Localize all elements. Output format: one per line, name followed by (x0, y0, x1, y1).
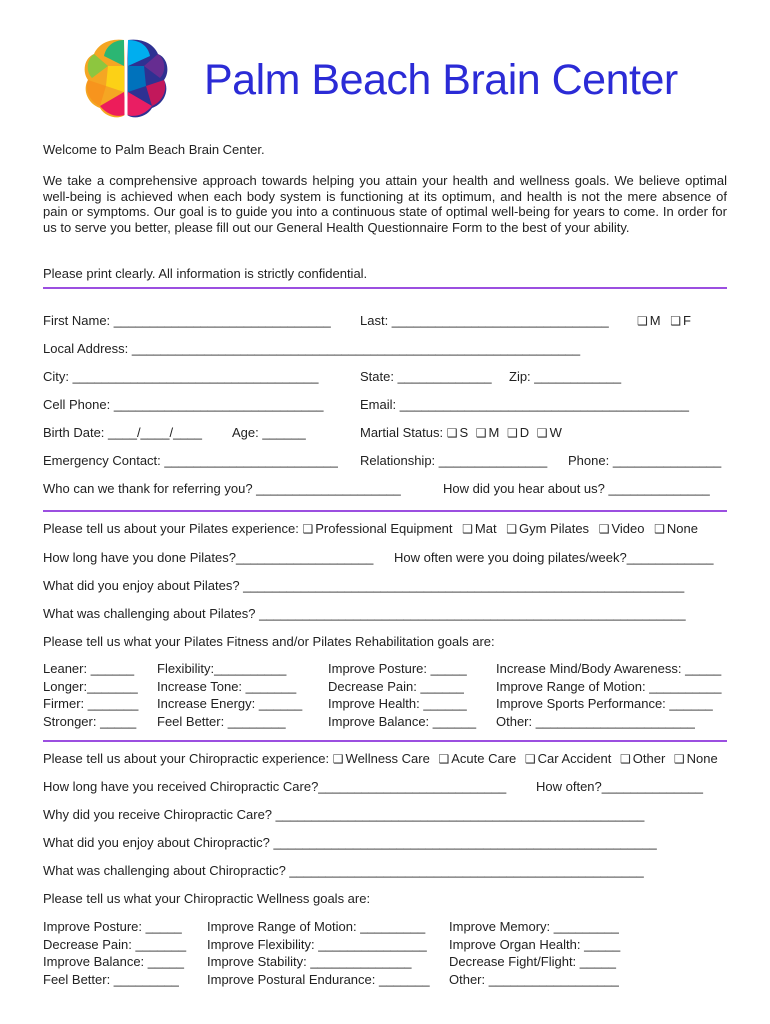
goal-field[interactable]: Feel Better: _________ (43, 971, 179, 987)
checkbox-icon: ❑ (332, 752, 344, 766)
pilates-option-none[interactable]: ❑ None (654, 521, 698, 536)
pilates-how-often-field[interactable]: How often were you doing pilates/week?____________ (394, 550, 714, 565)
goal-field[interactable]: Stronger: _____ (43, 713, 137, 729)
checkbox-icon: ❑ (654, 522, 665, 536)
confidential-notice: Please print clearly. All information is strictly confidential. (43, 266, 368, 281)
checkbox-icon: ❑ (506, 522, 517, 536)
city-field[interactable]: City: __________________________________ (43, 369, 319, 384)
goal-field[interactable]: Other: __________________ (449, 971, 619, 987)
referral-field[interactable]: Who can we thank for referring you? ____________________ (43, 481, 401, 496)
local-address-field[interactable]: Local Address: ______________________________________________________________ (43, 341, 581, 356)
chiro-goals-col-3 (449, 919, 620, 989)
chiro-challenging-field[interactable]: What was challenging about Chiropractic? _________________________________________________ (43, 863, 644, 878)
gender-options (637, 313, 691, 329)
chiro-enjoy-field[interactable]: What did you enjoy about Chiropractic? _____________________________________________________ (43, 835, 657, 850)
goal-field[interactable]: Decrease Pain: _______ (43, 936, 187, 952)
checkbox-icon: ❑ (438, 752, 450, 766)
page-title: Palm Beach Brain Center (204, 56, 678, 104)
last-name-field[interactable]: Last: ______________________________ (360, 313, 609, 328)
marital-status-label: Martial Status: (360, 425, 444, 440)
goal-field[interactable]: Improve Memory: _________ (449, 919, 619, 934)
pilates-enjoy-field[interactable]: What did you enjoy about Pilates? _____________________________________________________________ (43, 578, 685, 593)
birth-date-field[interactable]: Birth Date: ____/____/____ (43, 425, 203, 440)
chiro-how-often-field[interactable]: How often?______________ (536, 779, 703, 794)
goal-field[interactable]: Longer:_______ (43, 678, 138, 694)
pilates-option-mat[interactable]: ❑ Mat (462, 521, 497, 536)
chiro-how-long-field[interactable]: How long have you received Chiropractic Care?__________________________ (43, 779, 507, 794)
pilates-experience-label: Please tell us about your Pilates experience: (43, 521, 299, 536)
chiro-option-acute-care[interactable]: ❑ Acute Care (438, 751, 517, 766)
phone-field[interactable]: Phone: _______________ (568, 453, 722, 468)
marital-option-w[interactable]: ❑ W (536, 425, 562, 440)
chiro-option-wellness-care[interactable]: ❑ Wellness Care (332, 751, 430, 766)
chiro-option-car-accident[interactable]: ❑ Car Accident (524, 751, 612, 766)
pilates-how-long-field[interactable]: How long have you done Pilates?___________________ (43, 550, 374, 565)
checkbox-icon: ❑ (598, 522, 610, 536)
checkbox-icon: ❑ (536, 426, 548, 440)
cell-phone-field[interactable]: Cell Phone: _____________________________ (43, 397, 324, 412)
goal-field[interactable]: Improve Stability: ______________ (207, 954, 412, 969)
goal-field[interactable]: Improve Posture: _____ (328, 661, 467, 676)
goal-field[interactable]: Decrease Fight/Flight: _____ (449, 954, 616, 969)
goal-field[interactable]: Feel Better: ________ (157, 713, 286, 729)
goal-field[interactable]: Improve Health: ______ (328, 696, 467, 711)
checkbox-icon: ❑ (302, 522, 314, 536)
zip-field[interactable]: Zip: ____________ (509, 369, 622, 384)
checkbox-icon: ❑ (670, 314, 681, 328)
marital-status (360, 425, 562, 441)
marital-option-d[interactable]: ❑ D (507, 425, 530, 440)
checkbox-icon: ❑ (462, 522, 473, 536)
chiro-experience-label: Please tell us about your Chiropractic experience: (43, 751, 330, 766)
brain-logo (80, 36, 172, 120)
goal-field[interactable]: Improve Postural Endurance: _______ (207, 971, 430, 987)
emergency-contact-field[interactable]: Emergency Contact: ________________________ (43, 453, 338, 468)
pilates-goals-col-2 (157, 661, 302, 731)
section-divider (43, 510, 727, 512)
pilates-option-professional-equipment[interactable]: ❑ Professional Equipment (302, 521, 453, 536)
gender-m-option[interactable]: ❑ M (637, 313, 661, 328)
pilates-option-video[interactable]: ❑ Video (598, 521, 645, 536)
pilates-challenging-field[interactable]: What was challenging about Pilates? ___________________________________________________________ (43, 606, 686, 621)
first-name-field[interactable]: First Name: ______________________________ (43, 313, 331, 328)
goal-field[interactable]: Firmer: _______ (43, 696, 139, 711)
goal-field[interactable]: Improve Posture: _____ (43, 919, 182, 934)
section-divider (43, 740, 727, 742)
marital-option-s[interactable]: ❑ S (446, 425, 469, 440)
pilates-goals-col-4 (496, 661, 722, 731)
goal-field[interactable]: Improve Range of Motion: __________ (496, 678, 722, 694)
goal-field[interactable]: Increase Mind/Body Awareness: _____ (496, 661, 722, 676)
checkbox-icon: ❑ (524, 752, 536, 766)
checkbox-icon: ❑ (673, 752, 685, 766)
goal-field[interactable]: Leaner: ______ (43, 661, 135, 676)
goal-field[interactable]: Improve Sports Performance: ______ (496, 696, 713, 711)
goal-field[interactable]: Increase Energy: ______ (157, 696, 303, 711)
intro-paragraph: We take a comprehensive approach towards helping you attain your health and wellness goals. We believe optimal well-being is achieved when each body system is functioning at its optimum, and health is not the mere absence of pain or symptoms. Our goal is to guide you into a continuous state of optimal well-being for years to come. In order for us to serve you better, please fill out our General Health Questionnaire Form to the best of your ability. (43, 173, 727, 235)
goal-field[interactable]: Improve Range of Motion: _________ (207, 919, 426, 934)
chiro-goals-col-2 (207, 919, 430, 989)
goal-field[interactable]: Other: ______________________ (496, 713, 695, 729)
goal-field[interactable]: Improve Balance: _____ (43, 954, 184, 969)
goal-field[interactable]: Flexibility:__________ (157, 661, 287, 676)
pilates-goals-col-3 (328, 661, 476, 731)
chiro-goals-label: Please tell us what your Chiropractic Wellness goals are: (43, 891, 371, 906)
checkbox-icon: ❑ (637, 314, 648, 328)
chiro-option-other[interactable]: ❑ Other (620, 751, 666, 766)
checkbox-icon: ❑ (507, 426, 518, 440)
chiro-option-none[interactable]: ❑ None (673, 751, 718, 766)
welcome-text: Welcome to Palm Beach Brain Center. (43, 142, 265, 157)
chiro-experience (43, 751, 718, 767)
state-field[interactable]: State: _____________ (360, 369, 492, 384)
goal-field[interactable]: Increase Tone: _______ (157, 678, 297, 694)
pilates-experience (43, 521, 698, 537)
chiro-why-field[interactable]: Why did you receive Chiropractic Care? ___________________________________________________ (43, 807, 645, 822)
age-field[interactable]: Age: ______ (232, 425, 306, 440)
gender-f-option[interactable]: ❑ F (670, 313, 691, 328)
pilates-option-gym[interactable]: ❑ Gym Pilates (506, 521, 590, 536)
checkbox-icon: ❑ (620, 752, 631, 766)
section-divider (43, 287, 727, 289)
pilates-goals-col-1 (43, 661, 138, 731)
checkbox-icon: ❑ (446, 426, 458, 440)
goal-field[interactable]: Improve Balance: ______ (328, 713, 477, 729)
checkbox-icon: ❑ (475, 426, 487, 440)
marital-option-m[interactable]: ❑ M (475, 425, 500, 440)
goal-field[interactable]: Improve Organ Health: _____ (449, 936, 621, 952)
heard-about-field[interactable]: How did you hear about us? ______________ (443, 481, 710, 496)
chiro-goals-col-1 (43, 919, 186, 989)
email-field[interactable]: Email: ________________________________________ (360, 397, 689, 412)
relationship-field[interactable]: Relationship: _______________ (360, 453, 548, 468)
goal-field[interactable]: Decrease Pain: ______ (328, 678, 464, 694)
goal-field[interactable]: Improve Flexibility: _______________ (207, 936, 427, 952)
pilates-goals-label: Please tell us what your Pilates Fitness and/or Pilates Rehabilitation goals are: (43, 634, 495, 649)
